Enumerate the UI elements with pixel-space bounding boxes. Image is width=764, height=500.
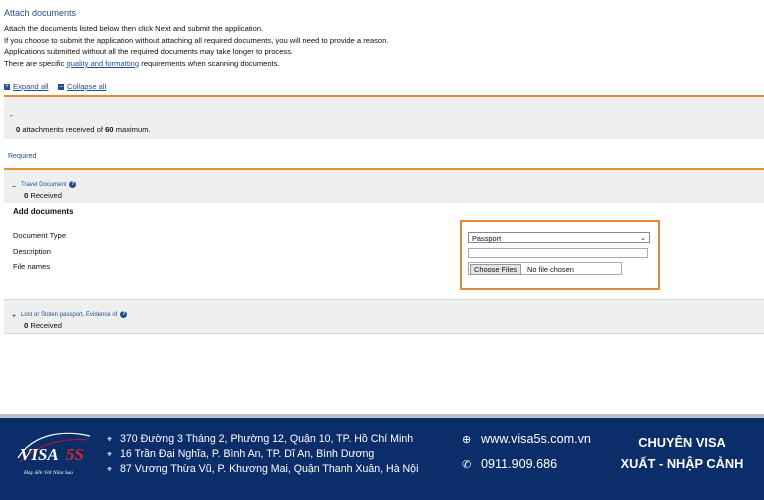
help-icon[interactable]: ? [71,181,75,187]
address-line-1 [107,433,413,445]
address-3-text: 87 Vương Thừa Vũ, P. Khương Mai, Quận Thanh Xuân, Hà Nội [120,463,419,475]
attachments-count [16,125,151,134]
visa5s-logo [14,428,94,480]
address-1-text: 370 Đường 3 Tháng 2, Phường 12, Quận 10, TP. Hồ Chí Minh [120,433,414,445]
expand-all-link[interactable] [4,82,48,91]
description-label: Description [13,247,51,256]
help-icon[interactable]: ? [122,311,126,317]
chevron-down-icon: ⌄ [640,235,646,242]
intro-line-4 [4,58,389,70]
phone-icon: ✆ [462,459,472,471]
attachments-summary [4,95,764,139]
lost-stolen-passport-section[interactable] [4,300,764,333]
expand-all-label: Expand all [13,82,49,91]
max-count: 60 [105,125,114,134]
phone-line [462,457,557,471]
divider [4,333,764,334]
location-pin-icon: ⌖ [107,464,113,474]
intro-line-1: Attach the documents listed below then click Next and submit the application. [4,24,264,33]
logo-suffix: 5S [66,445,84,464]
file-names-label: File names [13,262,51,271]
received-count: 0 [16,125,21,134]
website-text[interactable]: www.visa5s.com.vn [481,432,591,446]
received-count: 0 [24,321,29,330]
address-line-2 [107,448,374,460]
company-footer-banner [0,418,764,500]
add-documents-heading: Add documents [13,207,74,216]
intro-line-4-post: requirements when scanning documents. [139,58,280,68]
required-heading: Required [8,153,37,160]
received-label: Received [28,321,63,330]
received-count: 0 [24,191,29,200]
brand-line-1: CHUYÊN VISA [638,435,726,450]
count-suffix: maximum. [113,125,151,134]
location-pin-icon: ⌖ [107,434,113,444]
intro-line-3: Applications submitted without all the required documents may take longer to process. [4,47,294,57]
page-title: Attach documents [4,8,77,18]
lost-stolen-label: Lost or Stolen passport, Evidence of [21,312,118,319]
section-title [21,181,76,188]
phone-text[interactable]: 0911.909.686 [481,457,558,471]
no-file-text: No file chosen [527,265,574,274]
collapse-all-link[interactable] [58,82,106,91]
quality-formatting-link[interactable]: quality and formatting [66,58,140,68]
intro-line-2: If you choose to submit the application without attaching all required documents, you will need to provide a reason. [4,35,389,45]
add-documents-form [4,203,764,299]
plus-square-icon: + [5,83,9,90]
collapse-all-label: Collapse all [67,82,107,91]
document-type-select[interactable] [468,232,650,243]
section-toggle-collapse[interactable]: – [12,183,16,190]
address-line-3 [107,463,418,475]
received-label: Received [28,191,63,200]
received-status [24,191,62,200]
choose-files-button[interactable]: Choose Files [470,264,521,275]
address-2-text: 16 Trần Đại Nghĩa, P. Bình An, TP. Dĩ An, Bình Dương [120,448,375,460]
section-title [21,311,127,318]
file-input[interactable] [468,262,622,275]
brand-line-2: XUẤT - NHẬP CẢNH [620,456,744,471]
website-line [462,432,591,446]
location-pin-icon: ⌖ [107,449,113,459]
section-toggle-expand[interactable]: + [12,313,17,320]
intro-line-4-pre: There are specific [4,58,67,68]
logo-text: VISA [20,445,59,464]
minus-square-icon: – [59,83,63,90]
description-input[interactable] [468,248,648,258]
travel-document-section[interactable] [4,168,764,205]
document-type-label: Document Type [13,231,67,240]
summary-toggle[interactable]: - [10,111,13,120]
logo-tagline: Hay đến Với Năm Sao [24,470,74,476]
travel-document-label: Travel Document [21,182,67,189]
logo-swoosh-icon [14,428,94,480]
count-text: attachments received of [20,125,106,134]
intro-text [4,23,389,69]
globe-icon: ⊕ [462,434,472,446]
document-type-value: Passport [472,234,502,243]
received-status [24,321,62,330]
